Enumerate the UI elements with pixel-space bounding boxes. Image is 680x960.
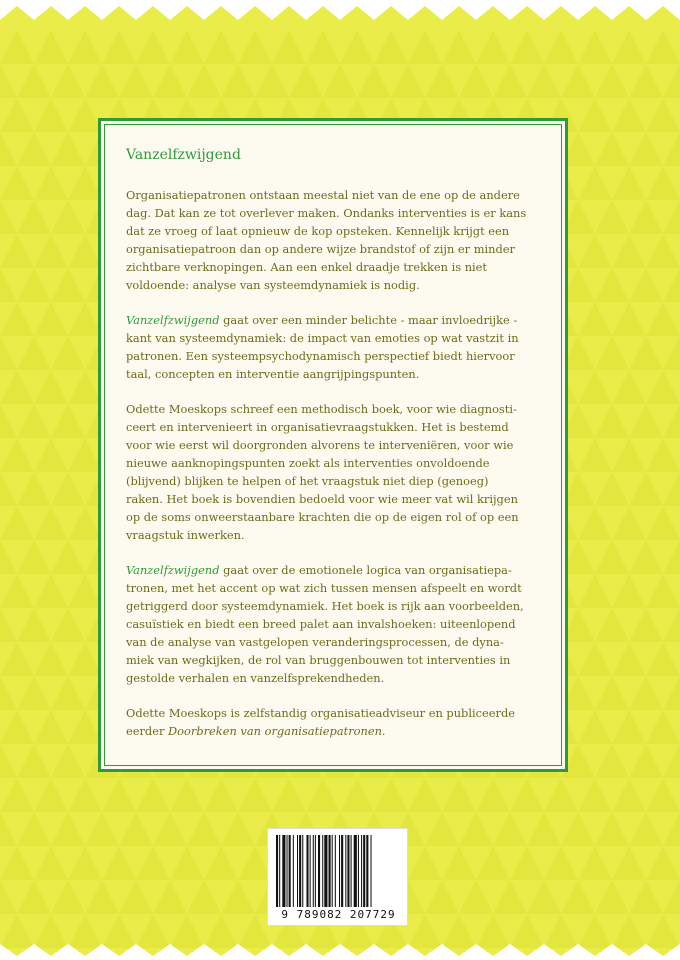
panel-title: Vanzelfzwijgend (126, 147, 241, 163)
book-title-italic: Vanzelfzwijgend (126, 313, 220, 328)
top-edge (0, 0, 680, 20)
barcode-bar (297, 835, 298, 907)
barcode-bar (289, 835, 291, 907)
paragraph-5: Odette Moeskops is zelfstandig organisatieadviseur en publiceerde eerder Doorbreken van organisatiepatronen. (126, 706, 515, 738)
barcode-bar (341, 835, 343, 907)
barcode (267, 828, 408, 926)
paragraph-2: Vanzelfzwijgend gaat over een minder belichte - maar invloedrijke - kant van systeemdynamiek: de impact van emoties op wat vastzit in patronen. Een systeempsychodynamisch perspectief biedt hiervoor taal, concepten en interventie aangrijpingspunten. (126, 313, 519, 381)
isbn-number: 9 789082 207729 (281, 908, 396, 921)
text-panel (98, 118, 568, 772)
barcode-bar (293, 835, 294, 907)
barcode-bar (363, 835, 365, 907)
barcode-bar (310, 835, 311, 907)
barcode-bar (276, 835, 278, 907)
barcode-bar (315, 835, 316, 907)
barcode-bar (322, 835, 323, 907)
barcode-bar (335, 835, 336, 907)
barcode-bars (274, 835, 402, 909)
barcode-bar (366, 835, 368, 907)
barcode-bar (361, 835, 362, 907)
barcode-bar (332, 835, 333, 907)
barcode-bar (339, 835, 340, 907)
paragraph-1: Organisatiepatronen ontstaan meestal niet van de ene op de andere dag. Dat kan ze tot overlever maken. Ondanks interventies is er kans dat ze vroeg of laat opnieuw de kop opsteken. Kennelijk krijgt een organisatiepatroon dan op andere wijze brandstof of zijn er minder zichtbare verknopingen. Aan een enkel draadje trekken is niet voldoende: analyse van systeemdynamiek is nodig. (126, 188, 527, 292)
barcode-bar (313, 835, 314, 907)
paragraph-3: Odette Moeskops schreef een methodisch boek, voor wie diagnosti- ceert en intervenieert in organisatievraagstukken. Het is bestemd voor wie eerst wil doorgronden alvorens te interveniëren, voor wie nieuwe aanknopingspunten zoekt als interventies onvoldoende (blijvend) blijken te helpen of het vraagstuk niet diep (genoeg) raken. Het boek is bovendien bedoeld voor wie meer vat wil krijgen op de soms onweerstaanbare krachten die op de eigen rol of op een vraagstuk inwerken. (126, 402, 519, 542)
barcode-bar (345, 835, 346, 907)
book-title-italic: Vanzelfzwijgend (126, 563, 220, 578)
barcode-bar (371, 835, 372, 907)
bottom-edge (0, 944, 680, 960)
barcode-bar (279, 835, 280, 907)
barcode-bar (299, 835, 301, 907)
pattern-row (0, 64, 680, 98)
barcode-bar (287, 835, 288, 907)
barcode-bar (324, 835, 327, 907)
earlier-book-title: Doorbreken van organisatiepatronen. (168, 723, 386, 738)
barcode-bar (347, 835, 349, 907)
paragraph-4: Vanzelfzwijgend gaat over de emotionele logica van organisatiepa- tronen, met het accent op wat zich tussen mensen afspeelt en wordt getriggerd door systeemdynamiek. Het boek is rijk aan voorbeelden, casuïstiek en biedt een breed palet aan invalshoeken: uiteenlopend van de analyse van vastgelopen veranderingsprocessen, de dyna- miek van wegkijken, de rol van bruggenbouwen tot interventies in gestolde verhalen en vanzelfsprekendheden. (126, 563, 524, 685)
barcode-bar (358, 835, 359, 907)
barcode-bar (351, 835, 352, 907)
barcode-bar (282, 835, 285, 907)
barcode-bar (306, 835, 308, 907)
barcode-bar (329, 835, 331, 907)
barcode-bar (354, 835, 357, 907)
barcode-bar (302, 835, 303, 907)
barcode-bar (318, 835, 320, 907)
